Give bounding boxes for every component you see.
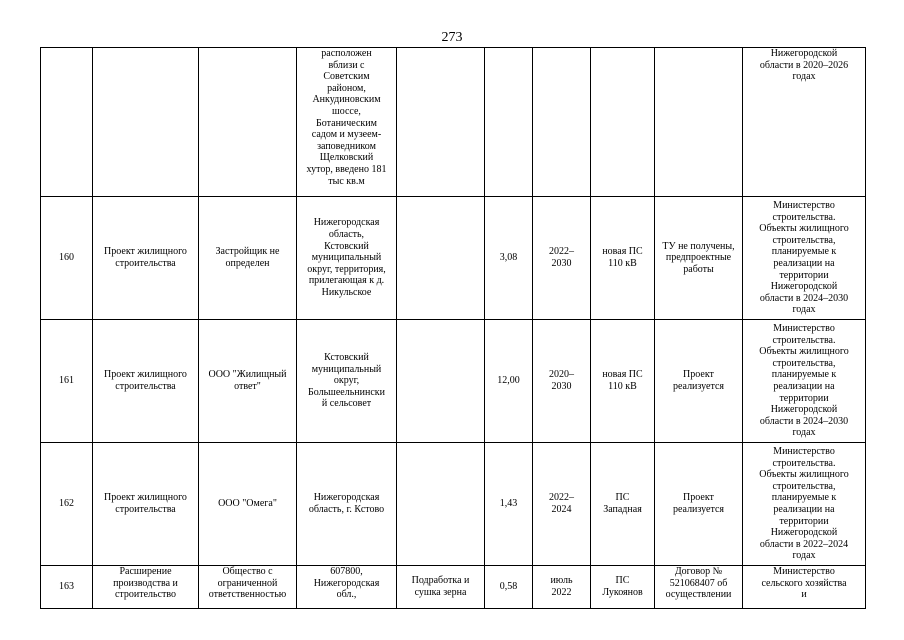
page-number: 273 (441, 30, 463, 45)
cell-power: 3,08 (485, 197, 533, 320)
cell-investor (199, 48, 297, 197)
cell-investor: Общество с ограниченной ответственностью (199, 566, 297, 609)
cell-source: Министерство сельского хозяйства и (743, 566, 866, 609)
cell-period (533, 48, 591, 197)
cell-number: 163 (41, 566, 93, 609)
table-row (41, 320, 866, 443)
cell-project-name: Проект жилищного строительства (93, 443, 199, 566)
cell-project-name: Расширение производства и строительство (93, 566, 199, 609)
cell-period: 2022– 2024 (533, 443, 591, 566)
cell-activity: Подработка и сушка зерна (397, 566, 485, 609)
cell-project-name: Проект жилищного строительства (93, 320, 199, 443)
cell-power: 0,58 (485, 566, 533, 609)
cell-status (655, 48, 743, 197)
cell-activity (397, 197, 485, 320)
cell-substation: ПС Лукоянов (591, 566, 655, 609)
cell-project-name: Проект жилищного строительства (93, 197, 199, 320)
cell-source: Нижегородской области в 2020–2026 годах (743, 48, 866, 197)
projects-table (40, 47, 866, 609)
cell-substation (591, 48, 655, 197)
cell-location: Кстовский муниципальный округ, Большеельнински й сельсовет (297, 320, 397, 443)
cell-source: Министерство строительства. Объекты жилищного строительства, планируемые к реализации на территории Нижегородской области в 2024–2030 годах (743, 320, 866, 443)
cell-period: июль 2022 (533, 566, 591, 609)
cell-activity (397, 443, 485, 566)
table-row (41, 197, 866, 320)
cell-power: 12,00 (485, 320, 533, 443)
cell-investor: ООО "Жилищный ответ" (199, 320, 297, 443)
table-row (41, 566, 866, 609)
cell-activity (397, 320, 485, 443)
cell-activity (397, 48, 485, 197)
cell-status: Договор № 521068407 об осуществлении (655, 566, 743, 609)
cell-power: 1,43 (485, 443, 533, 566)
table-row (41, 443, 866, 566)
cell-substation: ПС Западная (591, 443, 655, 566)
cell-period: 2020– 2030 (533, 320, 591, 443)
cell-substation: новая ПС 110 кВ (591, 320, 655, 443)
cell-power (485, 48, 533, 197)
cell-source: Министерство строительства. Объекты жилищного строительства, планируемые к реализации на территории Нижегородской области в 2024–2030 годах (743, 197, 866, 320)
table-row (41, 48, 866, 197)
cell-location: расположен вблизи с Советским районом, Анкудиновским шоссе, Ботаническим садом и музеем- заповедником Щелковский хутор, введено 181 тыс кв.м (297, 48, 397, 197)
cell-number: 161 (41, 320, 93, 443)
cell-project-name (93, 48, 199, 197)
cell-location: 607800, Нижегородская обл., (297, 566, 397, 609)
cell-number: 160 (41, 197, 93, 320)
cell-location: Нижегородская область, г. Кстово (297, 443, 397, 566)
cell-location: Нижегородская область, Кстовский муниципальный округ, территория, прилегающая к д. Никульское (297, 197, 397, 320)
cell-period: 2022– 2030 (533, 197, 591, 320)
cell-number: 162 (41, 443, 93, 566)
cell-status: ТУ не получены, предпроектные работы (655, 197, 743, 320)
cell-number (41, 48, 93, 197)
cell-source: Министерство строительства. Объекты жилищного строительства, планируемые к реализации на территории Нижегородской области в 2022–2024 годах (743, 443, 866, 566)
cell-status: Проект реализуется (655, 443, 743, 566)
cell-status: Проект реализуется (655, 320, 743, 443)
cell-substation: новая ПС 110 кВ (591, 197, 655, 320)
cell-investor: ООО "Омега" (199, 443, 297, 566)
cell-investor: Застройщик не определен (199, 197, 297, 320)
